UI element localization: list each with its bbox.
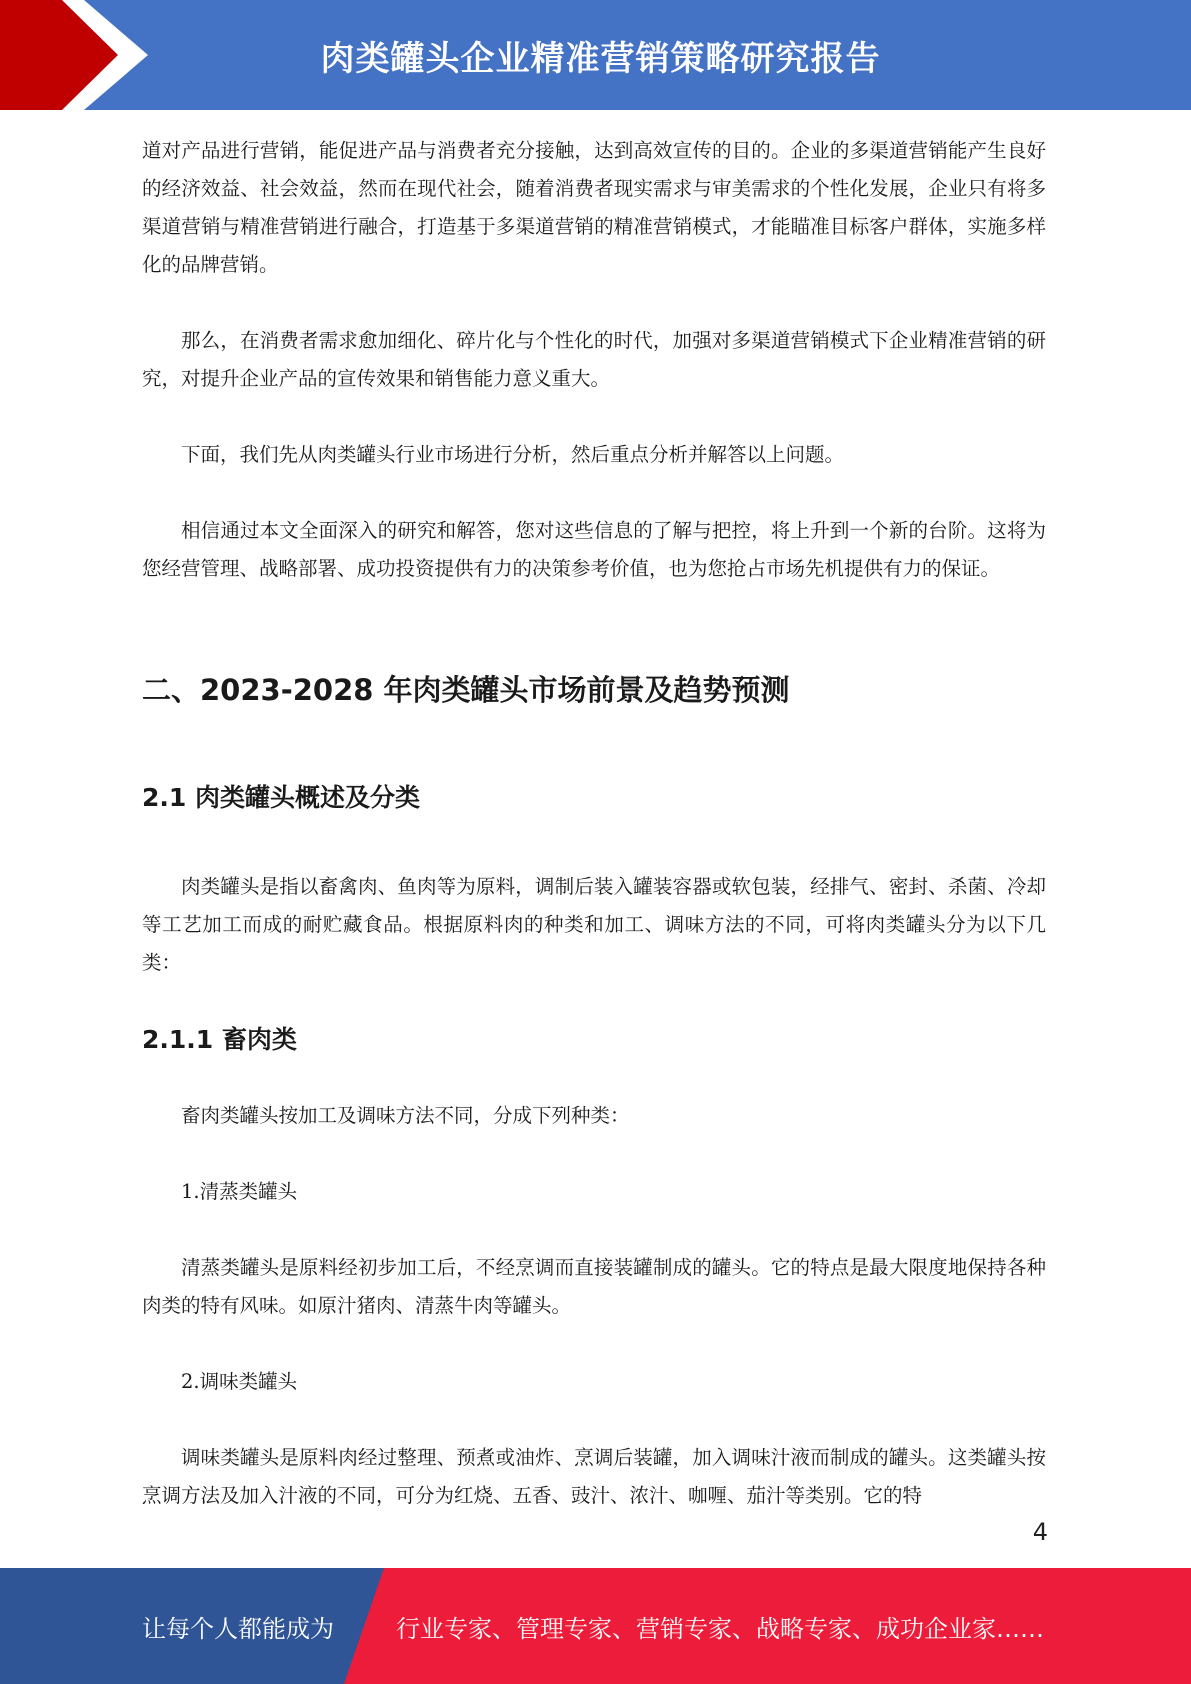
paragraph: 调味类罐头是原料肉经过整理、预煮或油炸、烹调后装罐，加入调味汁液而制成的罐头。这类罐头按烹调方法及加入汁液的不同，可分为红烧、五香、豉汁、浓汁、咖喱、茄汁等类别。它的特 (142, 1446, 1046, 1507)
intro-text (142, 132, 1046, 588)
page-number: 4 (1032, 1518, 1048, 1546)
paragraph: 肉类罐头是指以畜禽肉、鱼肉等为原料，调制后装入罐装容器或软包装，经排气、密封、杀菌、冷却等工艺加工而成的耐贮藏食品。根据原料肉的种类和加工、调味方法的不同，可将肉类罐头分为以下几类： (142, 875, 1046, 974)
section-heading: 二、2023-2028 年肉类罐头市场前景及趋势预测 (142, 673, 790, 707)
subsubsection-heading: 2.1.1 畜肉类 (142, 1025, 297, 1054)
paragraph: 相信通过本文全面深入的研究和解答，您对这些信息的了解与把控，将上升到一个新的台阶。这将为您经营管理、战略部署、成功投资提供有力的决策参考价值，也为您抢占市场先机提供有力的保证。 (142, 519, 1046, 580)
subsection-text (142, 868, 1046, 982)
page-header (0, 0, 1191, 110)
paragraph: 清蒸类罐头是原料经初步加工后，不经烹调而直接装罐制成的罐头。它的特点是最大限度地保持各种肉类的特有风味。如原汁猪肉、清蒸牛肉等罐头。 (142, 1256, 1046, 1317)
list-item-title: 1.清蒸类罐头 (181, 1180, 298, 1203)
paragraph: 畜肉类罐头按加工及调味方法不同，分成下列种类： (181, 1104, 630, 1127)
page-footer (0, 1568, 1191, 1684)
paragraph: 道对产品进行营销，能促进产品与消费者充分接触，达到高效宣传的目的。企业的多渠道营销能产生良好的经济效益、社会效益，然而在现代社会，随着消费者现实需求与审美需求的个性化发展，企业只有将多渠道营销与精准营销进行融合，打造基于多渠道营销的精准营销模式，才能瞄准目标客户群体，实施多样化的品牌营销。 (142, 139, 1046, 276)
paragraph: 那么，在消费者需求愈加细化、碎片化与个性化的时代，加强对多渠道营销模式下企业精准营销的研究，对提升企业产品的宣传效果和销售能力意义重大。 (142, 329, 1046, 390)
footer-slogan-right: 行业专家、管理专家、营销专家、战略专家、成功企业家…… (396, 1614, 1044, 1643)
subsubsection-text (142, 1097, 1046, 1515)
list-item-title: 2.调味类罐头 (181, 1370, 298, 1393)
paragraph: 下面，我们先从肉类罐头行业市场进行分析，然后重点分析并解答以上问题。 (181, 443, 845, 466)
header-title: 肉类罐头企业精准营销策略研究报告 (320, 38, 881, 79)
subsection-heading: 2.1 肉类罐头概述及分类 (142, 783, 420, 812)
footer-slogan-left: 让每个人都能成为 (142, 1614, 334, 1643)
